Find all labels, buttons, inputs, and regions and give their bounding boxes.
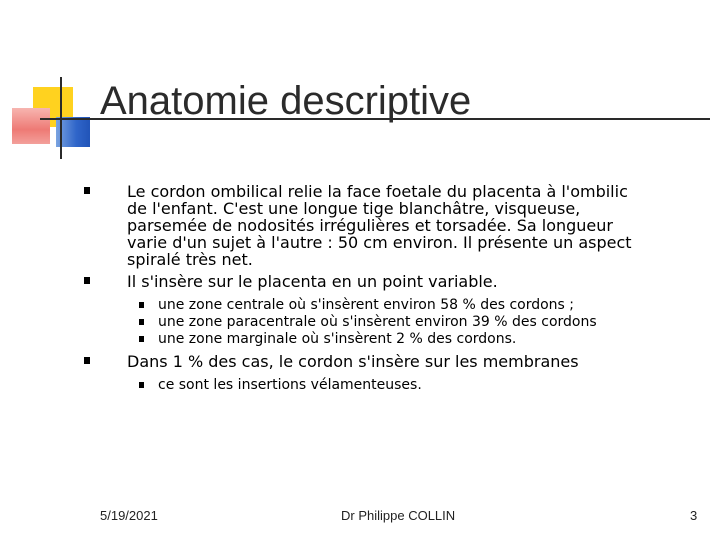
sub-bullet-zone-centrale — [80, 297, 700, 314]
bullet-line: varie d'un sujet à l'autre : 50 cm environ. Il présente un aspect — [127, 233, 632, 252]
sub-bullet-text: une zone centrale où s'insèrent environ 58 % des cordons ; — [158, 297, 575, 313]
bullet-line: parsemée de nodosités irrégulières et torsadée. Sa longueur — [127, 216, 613, 235]
bullet-square-icon — [84, 187, 90, 194]
sub-bullet-text: une zone marginale où s'insèrent 2 % des cordons. — [158, 331, 517, 347]
bullet-insertion-membranes — [80, 353, 700, 370]
bullet-line: Le cordon ombilical relie la face foetale du placenta à l'ombilic — [127, 182, 628, 201]
sub-bullet-text: ce sont les insertions vélamenteuses. — [158, 377, 422, 393]
bullet-square-icon — [84, 277, 90, 284]
footer-author: Dr Philippe COLLIN — [341, 508, 456, 523]
sub-bullet-square-icon — [139, 302, 144, 308]
bullet-text: Dans 1 % des cas, le cordon s'insère sur les membranes — [127, 352, 579, 371]
bullet-line: spiralé très net. — [127, 250, 253, 269]
sub-bullet-zone-marginale — [80, 331, 700, 348]
sub-bullet-square-icon — [139, 336, 144, 342]
footer-date: 5/19/2021 — [100, 508, 158, 523]
bullet-insertion-placenta — [80, 273, 700, 290]
decor-red-square — [12, 108, 50, 144]
sub-bullet-square-icon — [139, 319, 144, 325]
slide-body — [80, 183, 700, 394]
bullet-line: de l'enfant. C'est une longue tige blanchâtre, visqueuse, — [127, 199, 581, 218]
bullet-text: Il s'insère sur le placenta en un point variable. — [127, 272, 498, 291]
sub-bullet-text: une zone paracentrale où s'insèrent environ 39 % des cordons — [158, 314, 597, 330]
sub-bullet-zone-paracentrale — [80, 314, 700, 331]
bullet-square-icon — [84, 357, 90, 364]
bullet-cordon-description — [80, 183, 700, 268]
page-number: 3 — [690, 508, 698, 523]
slide-title: Anatomie descriptive — [100, 79, 472, 123]
sub-bullet-velamenteuses — [80, 377, 700, 394]
sub-bullet-square-icon — [139, 382, 144, 388]
